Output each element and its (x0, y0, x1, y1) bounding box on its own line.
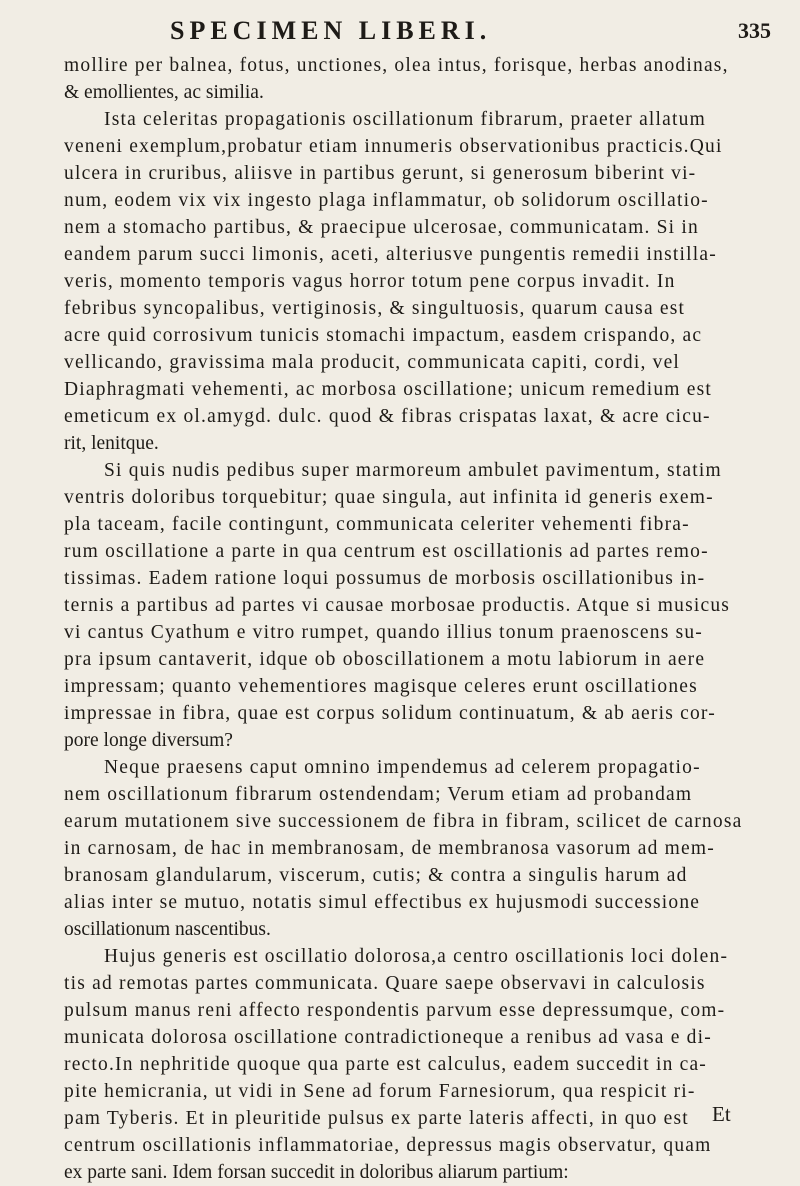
text-line: pla taceam, facile contingunt, communicata celeriter vehementi fibra- (64, 514, 690, 535)
text-line: municata dolorosa oscillatione contradictioneque a renibus ad vasa e di- (64, 1027, 712, 1048)
text-line: emeticum ex ol.amygd. dulc. quod & fibras crispatas laxat, & acre cicu- (64, 406, 711, 427)
text-line: Ista celeritas propagationis oscillationum fibrarum, praeter allatum (104, 109, 706, 130)
text-line: nem a stomacho partibus, & praecipue ulcerosae, communicatam. Si in (64, 217, 699, 238)
page-number: 335 (738, 18, 771, 43)
text-line: pore longe diversum? (64, 730, 233, 751)
text-line: alias inter se mutuo, notatis simul effectibus ex hujusmodi successione (64, 892, 701, 913)
text-line: centrum oscillationis inflammatoriae, depressus magis observatur, quam (64, 1135, 712, 1156)
text-line: & emollientes, ac similia. (64, 82, 264, 103)
text-line: tis ad remotas partes communicata. Quare saepe observavi in calculosis (64, 973, 706, 994)
text-line: pam Tyberis. Et in pleuritide pulsus ex parte lateris affecti, in quo est (64, 1108, 689, 1129)
text-line: oscillationum nascentibus. (64, 919, 271, 940)
text-line: veris, momento temporis vagus horror totum pene corpus invadit. In (64, 271, 676, 292)
text-line: ex parte sani. Idem forsan succedit in doloribus aliarum partium: (64, 1162, 569, 1183)
text-line: tissimas. Eadem ratione loqui possumus de morbosis oscillationibus in- (64, 568, 706, 589)
text-line: vellicando, gravissima mala producit, communicata capiti, cordi, vel (64, 352, 681, 373)
text-line: ulcera in cruribus, aliisve in partibus gerunt, si generosum biberint vi- (64, 163, 697, 184)
text-line: mollire per balnea, fotus, unctiones, olea intus, forisque, herbas anodinas, (64, 55, 729, 76)
text-line: veneni exemplum,probatur etiam innumeris observationibus practicis.Qui (64, 136, 723, 157)
text-line: Si quis nudis pedibus super marmoreum ambulet pavimentum, statim (104, 460, 722, 481)
text-line: earum mutationem sive successionem de fibra in fibram, scilicet de carnosa (64, 811, 743, 832)
text-line: Diaphragmati vehementi, ac morbosa oscillatione; unicum remedium est (64, 379, 713, 400)
running-title: SPECIMEN LIBERI. (170, 16, 492, 45)
text-line: impressae in fibra, quae est corpus solidum continuatum, & ab aeris cor- (64, 703, 716, 724)
text-line: ventris doloribus torquebitur; quae singula, aut infinita id generis exem- (64, 487, 714, 508)
text-line: acre quid corrosivum tunicis stomachi impactum, easdem crispando, ac (64, 325, 703, 346)
text-line: rit, lenitque. (64, 433, 159, 454)
body-text (64, 52, 782, 1186)
text-line: branosam glandularum, viscerum, cutis; & contra a singulis harum ad (64, 865, 688, 886)
text-line: rum oscillatione a parte in qua centrum est oscillationis ad partes remo- (64, 541, 709, 562)
text-line: febribus syncopalibus, vertiginosis, & singultuosis, quarum causa est (64, 298, 686, 319)
page-header (0, 10, 800, 50)
text-line: pra ipsum cantaverit, idque ob oboscillationem a motu labiorum in aere (64, 649, 706, 670)
text-line: nem oscillationum fibrarum ostendendam; Verum etiam ad probandam (64, 784, 693, 805)
text-line: Neque praesens caput omnino impendemus ad celerem propagatio- (104, 757, 701, 778)
text-line: impressam; quanto vehementiores magisque celeres erunt oscillationes (64, 676, 698, 697)
catchword: Et (712, 1102, 731, 1126)
text-line: pulsum manus reni affecto respondentis parvum esse depressumque, com- (64, 1000, 726, 1021)
text-line: recto.In nephritide quoque qua parte est calculus, eadem succedit in ca- (64, 1054, 707, 1075)
text-line: ternis a partibus ad partes vi causae morbosae productis. Atque si musicus (64, 595, 731, 616)
text-line: num, eodem vix vix ingesto plaga inflammatur, ob solidorum oscillatio- (64, 190, 709, 211)
text-line: eandem parum succi limonis, aceti, alteriusve pungentis remedii instilla- (64, 244, 717, 265)
text-line: pite hemicrania, ut vidi in Sene ad forum Farnesiorum, qua respicit ri- (64, 1081, 696, 1102)
text-line: in carnosam, de hac in membranosam, de membranosa vasorum ad mem- (64, 838, 715, 859)
text-line: Hujus generis est oscillatio dolorosa,a centro oscillationis loci dolen- (104, 946, 729, 967)
text-line: vi cantus Cyathum e vitro rumpet, quando illius tonum praenoscens su- (64, 622, 703, 643)
